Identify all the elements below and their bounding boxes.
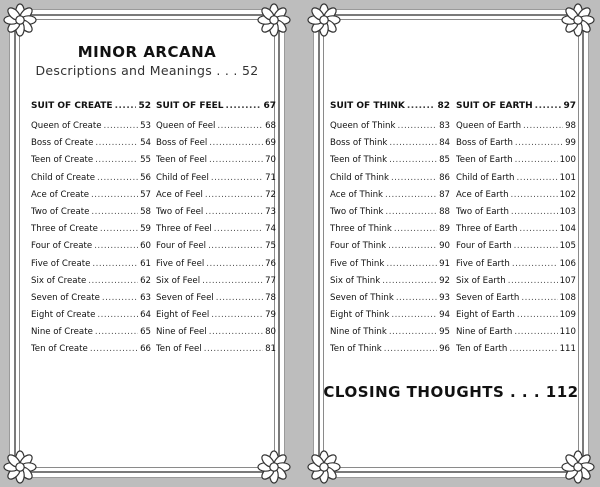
toc-page-number: 60	[140, 241, 151, 252]
toc-label: Four of Think	[330, 241, 387, 252]
toc-page-number: 79	[265, 310, 276, 321]
toc-label: Five of Create	[31, 258, 91, 269]
dot-leader	[208, 241, 263, 251]
toc-page-number: 96	[439, 344, 450, 355]
dot-leader	[521, 293, 557, 303]
toc-label: Ace of Earth	[456, 189, 509, 200]
toc-page-number: 94	[439, 310, 450, 321]
toc-label: Queen of Earth	[456, 121, 522, 131]
toc-page-number: 76	[265, 258, 276, 269]
toc-page-number: 91	[439, 258, 450, 269]
dot-leader	[95, 155, 138, 165]
dot-leader	[90, 344, 138, 354]
toc-entry	[330, 155, 450, 172]
toc-entry	[456, 138, 576, 155]
toc-label: Four of Earth	[456, 241, 512, 252]
dot-leader	[209, 138, 263, 148]
toc-entry	[330, 190, 450, 207]
toc-entry	[456, 344, 576, 361]
toc-page-number: 58	[140, 206, 151, 217]
dot-leader	[514, 327, 557, 337]
toc-page-number: 56	[140, 172, 151, 183]
dot-leader	[97, 310, 138, 320]
toc-page-number: 88	[439, 206, 450, 217]
toc-entry	[156, 207, 276, 224]
toc-entry	[156, 293, 276, 310]
dot-leader	[396, 293, 437, 303]
dot-leader	[389, 327, 437, 337]
toc-label: Six of Feel	[156, 275, 201, 286]
toc-label: Five of Feel	[156, 258, 205, 269]
toc-page-number: 84	[439, 138, 450, 149]
dot-leader	[511, 207, 558, 217]
toc-label: Ten of Create	[31, 344, 88, 355]
toc-label: Nine of Feel	[156, 327, 207, 338]
toc-page-number: 82	[437, 101, 450, 111]
toc-page-number: 86	[439, 172, 450, 183]
dot-leader	[512, 259, 558, 269]
dot-leader	[95, 327, 138, 337]
toc-page-number: 100	[559, 155, 576, 166]
toc-entry	[156, 327, 276, 344]
toc-entry	[330, 138, 450, 155]
toc-entry	[330, 259, 450, 276]
toc-entry	[330, 293, 450, 310]
left-page	[9, 9, 285, 478]
suit-heading	[330, 101, 450, 121]
toc-entry	[156, 344, 276, 361]
dot-leader	[391, 173, 437, 183]
toc-entry	[456, 293, 576, 310]
toc-entry	[456, 310, 576, 327]
dot-leader	[523, 121, 563, 131]
toc-page-number: 67	[263, 101, 276, 111]
toc-label: Teen of Feel	[156, 155, 207, 166]
section-title: MINOR ARCANA	[77, 43, 217, 61]
dot-leader	[385, 207, 437, 217]
dot-leader	[398, 121, 438, 131]
toc-label: Eight of Feel	[156, 310, 210, 321]
toc-label: Ace of Create	[31, 189, 90, 200]
toc-entry	[31, 190, 151, 207]
dot-leader	[91, 190, 138, 200]
suit-heading	[31, 101, 151, 121]
toc-page-number: 52	[138, 101, 151, 111]
toc-label: Six of Think	[330, 275, 381, 286]
toc-entry	[456, 173, 576, 190]
toc-entry	[31, 259, 151, 276]
section-subtitle: Descriptions and Meanings . . . 52	[35, 63, 259, 78]
toc-label: Teen of Earth	[456, 155, 513, 166]
toc-page-number: 80	[265, 327, 276, 338]
toc-page-number: 98	[565, 121, 576, 131]
dot-leader	[226, 101, 262, 111]
toc-page-number: 104	[559, 224, 576, 235]
toc-label: SUIT OF EARTH	[456, 101, 533, 111]
toc-label: Eight of Create	[31, 310, 96, 321]
toc-label: Ace of Feel	[156, 189, 203, 200]
dot-leader	[514, 241, 558, 251]
toc-page-number: 102	[559, 189, 576, 200]
toc-page-number: 75	[265, 241, 276, 252]
toc-page-number: 63	[140, 292, 151, 303]
toc-page-number: 103	[559, 206, 576, 217]
toc-label: Ten of Think	[330, 344, 382, 355]
dot-leader	[384, 344, 437, 354]
toc-page-number: 81	[265, 344, 276, 355]
toc-page-number: 73	[265, 206, 276, 217]
toc-page-number: 74	[265, 224, 276, 235]
toc-label: Four of Feel	[156, 241, 207, 252]
toc-page-number: 109	[559, 310, 576, 321]
dot-leader	[394, 224, 437, 234]
dot-leader	[515, 138, 563, 148]
toc-page-number: 72	[265, 189, 276, 200]
toc-entry	[31, 344, 151, 361]
daisy-flower-icon	[561, 450, 595, 484]
toc-label: Two of Think	[330, 206, 384, 217]
toc-entry	[330, 207, 450, 224]
toc-entry	[330, 121, 450, 138]
dot-leader	[115, 101, 137, 111]
toc-label: Three of Think	[330, 224, 392, 235]
daisy-flower-icon	[257, 450, 291, 484]
daisy-flower-icon	[257, 3, 291, 37]
toc-label: Boss of Think	[330, 138, 388, 149]
toc-label: Ten of Earth	[456, 344, 508, 355]
dot-leader	[511, 190, 558, 200]
toc-entry	[456, 327, 576, 344]
suit-heading	[156, 101, 276, 121]
toc-entry	[156, 224, 276, 241]
toc-page-number: 83	[439, 121, 450, 131]
dot-leader	[205, 207, 263, 217]
toc-label: SUIT OF CREATE	[31, 101, 113, 111]
toc-label: Three of Earth	[456, 224, 518, 235]
dot-leader	[386, 259, 437, 269]
toc-page-number: 93	[439, 292, 450, 303]
toc-entry	[456, 276, 576, 293]
toc-label: Teen of Think	[330, 155, 388, 166]
toc-entry	[330, 327, 450, 344]
toc-page-number: 61	[140, 258, 151, 269]
dot-leader	[88, 276, 138, 286]
toc-label: Two of Feel	[156, 206, 204, 217]
dot-leader	[211, 310, 263, 320]
toc-entry	[156, 121, 276, 138]
dot-leader	[209, 327, 263, 337]
toc-label: Child of Think	[330, 172, 389, 183]
dot-leader	[517, 310, 558, 320]
daisy-flower-icon	[561, 3, 595, 37]
toc-label: Ace of Think	[330, 189, 383, 200]
toc-page-number: 66	[140, 344, 151, 355]
toc-entry	[156, 241, 276, 258]
toc-label: Five of Earth	[456, 258, 510, 269]
toc-page-number: 65	[140, 327, 151, 338]
toc-column-earth	[456, 101, 576, 362]
toc-page-number: 69	[265, 138, 276, 149]
toc-label: Nine of Earth	[456, 327, 513, 338]
toc-column-feel	[156, 101, 276, 362]
toc-entry	[456, 259, 576, 276]
dot-leader	[202, 276, 263, 286]
toc-entry	[156, 259, 276, 276]
toc-entry	[456, 155, 576, 172]
toc-page-number: 110	[559, 327, 576, 338]
toc-entry	[330, 241, 450, 258]
toc-page-number: 77	[265, 275, 276, 286]
dot-leader	[509, 344, 557, 354]
toc-label: SUIT OF FEEL	[156, 101, 224, 111]
dot-leader	[216, 293, 263, 303]
toc-page-number: 90	[439, 241, 450, 252]
toc-page-number: 89	[439, 224, 450, 235]
dot-leader	[211, 173, 263, 183]
toc-page-number: 87	[439, 189, 450, 200]
toc-entry	[330, 276, 450, 293]
toc-entry	[31, 310, 151, 327]
dot-leader	[204, 344, 263, 354]
daisy-flower-icon	[307, 450, 341, 484]
dot-leader	[102, 293, 138, 303]
toc-page-number: 97	[563, 101, 576, 111]
section-header	[10, 43, 284, 78]
dot-leader	[389, 138, 437, 148]
toc-entry	[456, 207, 576, 224]
dot-leader	[100, 224, 138, 234]
toc-entry	[31, 138, 151, 155]
dot-leader	[214, 224, 263, 234]
dot-leader	[516, 173, 557, 183]
closing-thoughts-heading: CLOSING THOUGHTS . . . 112	[323, 383, 579, 401]
toc-label: Six of Earth	[456, 275, 506, 286]
toc-entry	[31, 207, 151, 224]
toc-entry	[456, 190, 576, 207]
toc-label: Seven of Earth	[456, 292, 520, 303]
dot-leader	[97, 173, 138, 183]
toc-label: Seven of Create	[31, 292, 100, 303]
dot-leader	[515, 155, 558, 165]
toc-page-number: 53	[140, 121, 151, 131]
toc-label: Nine of Create	[31, 327, 93, 338]
toc-label: Nine of Think	[330, 327, 387, 338]
toc-label: Three of Create	[31, 224, 98, 235]
dot-leader	[94, 241, 138, 251]
dot-leader	[389, 155, 437, 165]
toc-entry	[156, 155, 276, 172]
toc-page-number: 78	[265, 292, 276, 303]
dot-leader	[92, 259, 138, 269]
dot-leader	[382, 276, 437, 286]
toc-column-create	[31, 101, 151, 362]
toc-page-number: 106	[559, 258, 576, 269]
toc-entry	[330, 310, 450, 327]
dot-leader	[388, 241, 437, 251]
toc-label: Eight of Think	[330, 310, 390, 321]
toc-entry	[156, 138, 276, 155]
dot-leader	[407, 101, 436, 111]
toc-page-number: 55	[140, 155, 151, 166]
toc-page-number: 62	[140, 275, 151, 286]
toc-entry	[156, 310, 276, 327]
toc-page-number: 107	[559, 275, 576, 286]
toc-entry	[156, 173, 276, 190]
toc-label: Boss of Feel	[156, 138, 208, 149]
dot-leader	[206, 259, 263, 269]
toc-entry	[156, 190, 276, 207]
toc-entry	[456, 241, 576, 258]
daisy-flower-icon	[307, 3, 341, 37]
toc-label: Seven of Feel	[156, 292, 214, 303]
dot-leader	[205, 190, 263, 200]
toc-label: Queen of Feel	[156, 121, 216, 131]
toc-page-number: 70	[265, 155, 276, 166]
toc-entry	[456, 121, 576, 138]
toc-page-number: 64	[140, 310, 151, 321]
dot-leader	[535, 101, 562, 111]
toc-entry	[31, 121, 151, 138]
toc-page-number: 68	[265, 121, 276, 131]
dot-leader	[91, 207, 138, 217]
toc-label: Four of Create	[31, 241, 93, 252]
toc-label: SUIT OF THINK	[330, 101, 405, 111]
toc-label: Boss of Create	[31, 138, 94, 149]
suit-heading	[456, 101, 576, 121]
toc-label: Child of Feel	[156, 172, 209, 183]
toc-entry	[31, 293, 151, 310]
dot-leader	[209, 155, 263, 165]
toc-label: Teen of Create	[31, 155, 94, 166]
dot-leader	[385, 190, 437, 200]
toc-page-number: 57	[140, 189, 151, 200]
toc-entry	[330, 224, 450, 241]
toc-page-number: 108	[559, 292, 576, 303]
toc-entry	[31, 155, 151, 172]
toc-entry	[456, 224, 576, 241]
toc-label: Eight of Earth	[456, 310, 515, 321]
toc-label: Five of Think	[330, 258, 385, 269]
right-page	[313, 9, 589, 478]
toc-page-number: 85	[439, 155, 450, 166]
toc-entry	[330, 173, 450, 190]
toc-entry	[330, 344, 450, 361]
toc-page-number: 101	[559, 172, 576, 183]
toc-page-number: 59	[140, 224, 151, 235]
dot-leader	[519, 224, 557, 234]
toc-label: Seven of Think	[330, 292, 394, 303]
toc-page-number: 54	[140, 138, 151, 149]
toc-label: Child of Create	[31, 172, 95, 183]
toc-page-number: 92	[439, 275, 450, 286]
toc-page-number: 71	[265, 172, 276, 183]
toc-entry	[156, 276, 276, 293]
daisy-flower-icon	[3, 3, 37, 37]
toc-entry	[31, 241, 151, 258]
toc-label: Queen of Think	[330, 121, 396, 131]
dot-leader	[217, 121, 263, 131]
toc-label: Two of Create	[31, 206, 90, 217]
toc-entry	[31, 276, 151, 293]
toc-entry	[31, 327, 151, 344]
toc-entry	[31, 224, 151, 241]
daisy-flower-icon	[3, 450, 37, 484]
toc-label: Child of Earth	[456, 172, 515, 183]
dot-leader	[391, 310, 437, 320]
toc-label: Three of Feel	[156, 224, 212, 235]
dot-leader	[95, 138, 138, 148]
toc-page-number: 95	[439, 327, 450, 338]
toc-label: Boss of Earth	[456, 138, 513, 149]
toc-entry	[31, 173, 151, 190]
toc-page-number: 111	[559, 344, 576, 355]
toc-column-think	[330, 101, 450, 362]
dot-leader	[508, 276, 558, 286]
toc-label: Six of Create	[31, 275, 87, 286]
toc-page-number: 105	[559, 241, 576, 252]
toc-label: Ten of Feel	[156, 344, 202, 355]
toc-label: Two of Earth	[456, 206, 509, 217]
dot-leader	[104, 121, 139, 131]
toc-page-number: 99	[565, 138, 576, 149]
toc-label: Queen of Create	[31, 121, 102, 131]
